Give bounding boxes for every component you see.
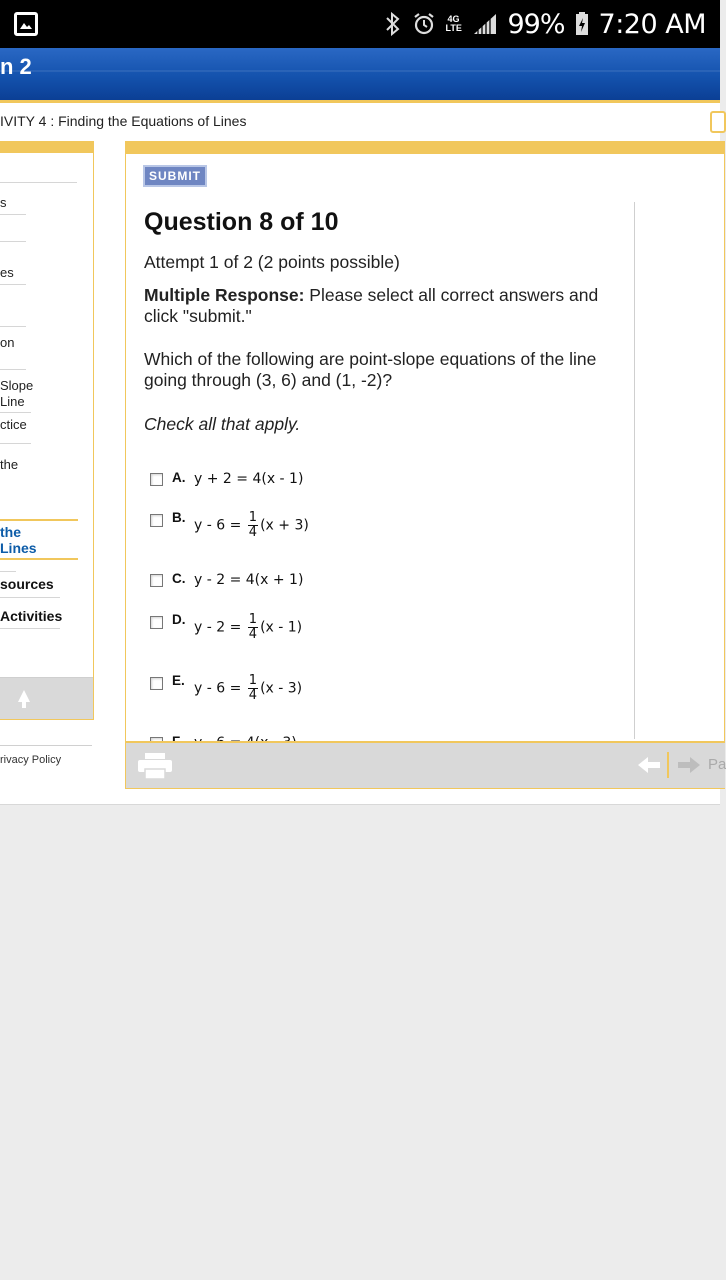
divider — [0, 745, 92, 746]
page-label: Pa — [708, 756, 726, 773]
network-type: 4G LTE — [445, 14, 462, 33]
signal-icon — [472, 12, 498, 36]
divider — [0, 628, 60, 629]
option-e-checkbox[interactable] — [150, 677, 163, 690]
option-c[interactable] — [150, 559, 620, 599]
option-e-equation: y - 6 = $\frac{1}{4}$ (x - 3) — [194, 673, 303, 703]
breadcrumb-bar — [0, 100, 720, 140]
option-b[interactable] — [150, 497, 620, 540]
course-banner — [0, 48, 720, 100]
question-panel — [125, 141, 725, 789]
clock: 7:20 AM — [598, 8, 706, 40]
privacy-policy-link[interactable]: rivacy Policy — [0, 754, 62, 766]
divider — [0, 597, 60, 598]
previous-arrow-icon[interactable] — [638, 757, 660, 773]
option-c-equation: y - 2 = 4(x + 1) — [194, 572, 304, 588]
sidebar-active-label: the Lines — [0, 524, 37, 556]
print-icon[interactable] — [138, 753, 172, 779]
option-e[interactable] — [150, 660, 620, 703]
sidebar-link-resources[interactable]: sources — [0, 576, 54, 592]
panel-footer — [126, 741, 725, 788]
sidebar-item-1[interactable]: s — [0, 195, 7, 210]
sidebar-item-6[interactable]: the — [0, 457, 19, 472]
battery-icon — [575, 11, 589, 37]
alarm-icon — [412, 11, 436, 37]
divider — [0, 284, 26, 285]
gallery-icon — [14, 12, 38, 36]
option-d-checkbox[interactable] — [150, 616, 163, 629]
divider — [0, 214, 26, 215]
status-bar — [0, 0, 720, 48]
option-c-letter: C. — [172, 571, 186, 586]
option-d-equation: y - 2 = $\frac{1}{4}$ (x - 1) — [194, 612, 303, 642]
battery-percent: 99% — [507, 8, 565, 40]
divider — [0, 182, 77, 183]
divider — [0, 412, 31, 413]
sidebar-item-active[interactable] — [0, 519, 78, 560]
option-e-letter: E. — [172, 673, 185, 688]
course-title: n 2 — [0, 54, 32, 79]
submit-button[interactable]: SUBMIT — [143, 165, 207, 187]
instructions-text: Please select all correct answers and click "submit." — [144, 285, 599, 326]
nav-separator — [667, 752, 669, 778]
option-c-checkbox[interactable] — [150, 574, 163, 587]
question-text: Which of the following are point-slope equations of the line going through (3, 6) and (1, -2)? — [144, 349, 597, 390]
attempt-info: Attempt 1 of 2 (2 points possible) — [144, 252, 400, 272]
option-d[interactable] — [150, 599, 620, 642]
option-a-letter: A. — [172, 470, 186, 485]
option-d-letter: D. — [172, 612, 186, 627]
breadcrumb-menu-button[interactable] — [710, 111, 726, 133]
bluetooth-icon — [384, 11, 402, 37]
option-a[interactable] — [150, 458, 620, 498]
instructions-type: Multiple Response: — [144, 285, 305, 305]
sidebar-item-3[interactable]: on — [0, 335, 15, 350]
divider — [0, 443, 31, 444]
sidebar-link-activities[interactable]: Activities — [0, 608, 63, 624]
next-arrow-icon[interactable] — [678, 757, 700, 773]
sidebar-footer — [0, 677, 93, 719]
divider — [0, 241, 26, 242]
breadcrumb: IVITY 4 : Finding the Equations of Lines — [0, 113, 247, 129]
option-b-equation: y - 6 = $\frac{1}{4}$ (x + 3) — [194, 510, 309, 540]
sidebar — [0, 141, 94, 720]
divider — [0, 571, 16, 572]
sidebar-item-2[interactable]: es — [0, 265, 14, 280]
divider — [0, 326, 26, 327]
option-a-checkbox[interactable] — [150, 473, 163, 486]
option-b-checkbox[interactable] — [150, 514, 163, 527]
instructions — [144, 285, 624, 327]
panel-divider — [634, 202, 635, 739]
question-title: Question 8 of 10 — [144, 208, 339, 236]
option-a-equation: y + 2 = 4(x - 1) — [194, 471, 304, 487]
up-arrow-icon[interactable] — [16, 688, 32, 710]
sidebar-item-4[interactable]: Slope Line — [0, 378, 34, 409]
question-hint: Check all that apply. — [144, 414, 301, 434]
sidebar-item-5[interactable]: ctice — [0, 417, 27, 432]
option-b-letter: B. — [172, 510, 186, 525]
divider — [0, 369, 26, 370]
